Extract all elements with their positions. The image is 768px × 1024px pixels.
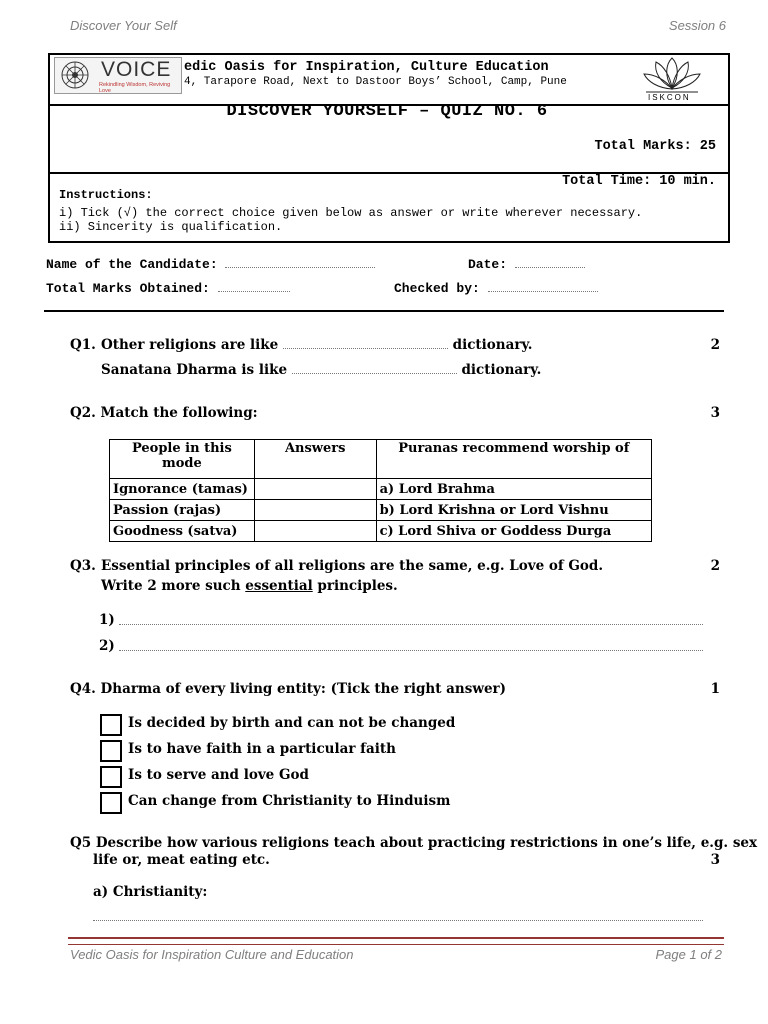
voice-logo bbox=[54, 57, 182, 94]
q3-marks: 2 bbox=[710, 558, 720, 574]
table-header-row bbox=[110, 440, 652, 479]
footer-rule bbox=[68, 937, 724, 945]
quiz-title: DISCOVER YOURSELF – QUIZ NO. 6 bbox=[226, 102, 548, 121]
q1-marks: 2 bbox=[710, 337, 720, 353]
checked-by-field[interactable] bbox=[488, 281, 598, 292]
q4-checkbox-3[interactable] bbox=[100, 766, 122, 788]
iskcon-logo-text: ISKCON bbox=[648, 93, 691, 102]
answer-cell[interactable] bbox=[254, 521, 376, 542]
mandala-icon bbox=[57, 59, 97, 92]
org-address: 4, Tarapore Road, Next to Dastoor Boys’ School, Camp, Pune bbox=[184, 76, 567, 88]
column-header: Puranas recommend worship of bbox=[376, 440, 651, 479]
q1-blank-2[interactable] bbox=[292, 363, 457, 374]
divider bbox=[44, 310, 724, 312]
q5-answer-line[interactable] bbox=[93, 910, 703, 921]
mode-cell: Ignorance (tamas) bbox=[110, 479, 255, 500]
footer-page-number: Page 1 of 2 bbox=[655, 947, 722, 962]
page-header-right: Session 6 bbox=[668, 18, 726, 33]
instruction-line: ii) Sincerity is qualification. bbox=[59, 220, 283, 234]
column-header: Answers bbox=[254, 440, 376, 479]
q1-line2-prefix: Sanatana Dharma is like bbox=[101, 362, 288, 378]
q1-number: Q1. bbox=[70, 337, 96, 353]
q1-line1-prefix: Other religions are like bbox=[101, 337, 279, 353]
table-row bbox=[110, 500, 652, 521]
iskcon-logo bbox=[640, 56, 704, 104]
q4-checkbox-1[interactable] bbox=[100, 714, 122, 736]
q2-marks: 3 bbox=[710, 405, 720, 421]
candidate-name-field[interactable] bbox=[225, 257, 375, 268]
q5-sub-a: a) Christianity: bbox=[93, 884, 208, 900]
q1-line1-suffix: dictionary. bbox=[452, 337, 533, 353]
table-row bbox=[110, 479, 652, 500]
mode-cell: Goodness (satva) bbox=[110, 521, 255, 542]
q4-option-3: Is to serve and love God bbox=[128, 767, 309, 783]
q2-text: Q2. Match the following: bbox=[70, 405, 258, 421]
match-table bbox=[109, 439, 652, 542]
q1-blank-1[interactable] bbox=[283, 338, 448, 349]
date-label: Date: bbox=[468, 257, 508, 272]
q4-option-1: Is decided by birth and can not be changed bbox=[128, 715, 456, 731]
worship-cell: b) Lord Krishna or Lord Vishnu bbox=[376, 500, 651, 521]
marks-obtained-label: Total Marks Obtained: bbox=[46, 281, 210, 296]
q5-line2: life or, meat eating etc. bbox=[93, 852, 270, 868]
q4-option-2: Is to have faith in a particular faith bbox=[128, 741, 396, 757]
q3-answer-line-2[interactable] bbox=[119, 640, 703, 651]
q3-underlined-word: essential bbox=[245, 578, 313, 594]
candidate-name-label: Name of the Candidate: bbox=[46, 257, 218, 272]
q4-checkbox-2[interactable] bbox=[100, 740, 122, 762]
org-title: edic Oasis for Inspiration, Culture Education bbox=[184, 60, 549, 75]
instructions-heading: Instructions: bbox=[59, 188, 153, 202]
q3-answer-label-2: 2) bbox=[99, 638, 115, 654]
worship-cell: a) Lord Brahma bbox=[376, 479, 651, 500]
table-row bbox=[110, 521, 652, 542]
q1-line2-suffix: dictionary. bbox=[461, 362, 542, 378]
answer-cell[interactable] bbox=[254, 479, 376, 500]
date-field[interactable] bbox=[515, 257, 585, 268]
checked-by-label: Checked by: bbox=[394, 281, 480, 296]
voice-logo-text: VOICE bbox=[101, 58, 172, 81]
footer-left: Vedic Oasis for Inspiration Culture and Education bbox=[70, 947, 354, 962]
q4-option-4: Can change from Christianity to Hinduism bbox=[128, 793, 451, 809]
instruction-line: i) Tick (√) the correct choice given below as answer or write wherever necessary. bbox=[59, 206, 643, 220]
q5-line1: Q5 Describe how various religions teach about practicing restrictions in one’s life, e.g. sex bbox=[70, 835, 758, 851]
total-marks: Total Marks: 25 bbox=[594, 139, 716, 154]
q5-marks: 3 bbox=[710, 852, 720, 868]
q4-text: Q4. Dharma of every living entity: (Tick the right answer) bbox=[70, 681, 507, 697]
q3-line1: Essential principles of all religions are the same, e.g. Love of God. bbox=[101, 558, 604, 574]
lotus-icon bbox=[640, 56, 704, 94]
q4-checkbox-4[interactable] bbox=[100, 792, 122, 814]
q3-number: Q3. bbox=[70, 558, 96, 574]
mode-cell: Passion (rajas) bbox=[110, 500, 255, 521]
voice-tagline: Rekindling Wisdom, Reviving Love bbox=[99, 82, 171, 94]
marks-obtained-field[interactable] bbox=[218, 281, 290, 292]
page-header-left: Discover Your Self bbox=[70, 18, 177, 33]
q3-answer-label-1: 1) bbox=[99, 612, 115, 628]
column-header: People in this mode bbox=[110, 440, 255, 479]
q3-answer-line-1[interactable] bbox=[119, 614, 703, 625]
worship-cell: c) Lord Shiva or Goddess Durga bbox=[376, 521, 651, 542]
total-time: Total Time: 10 min. bbox=[562, 174, 716, 189]
q3-line2-suffix: principles. bbox=[317, 578, 398, 594]
q4-marks: 1 bbox=[710, 681, 720, 697]
answer-cell[interactable] bbox=[254, 500, 376, 521]
q3-line2-prefix: Write 2 more such bbox=[101, 578, 241, 594]
